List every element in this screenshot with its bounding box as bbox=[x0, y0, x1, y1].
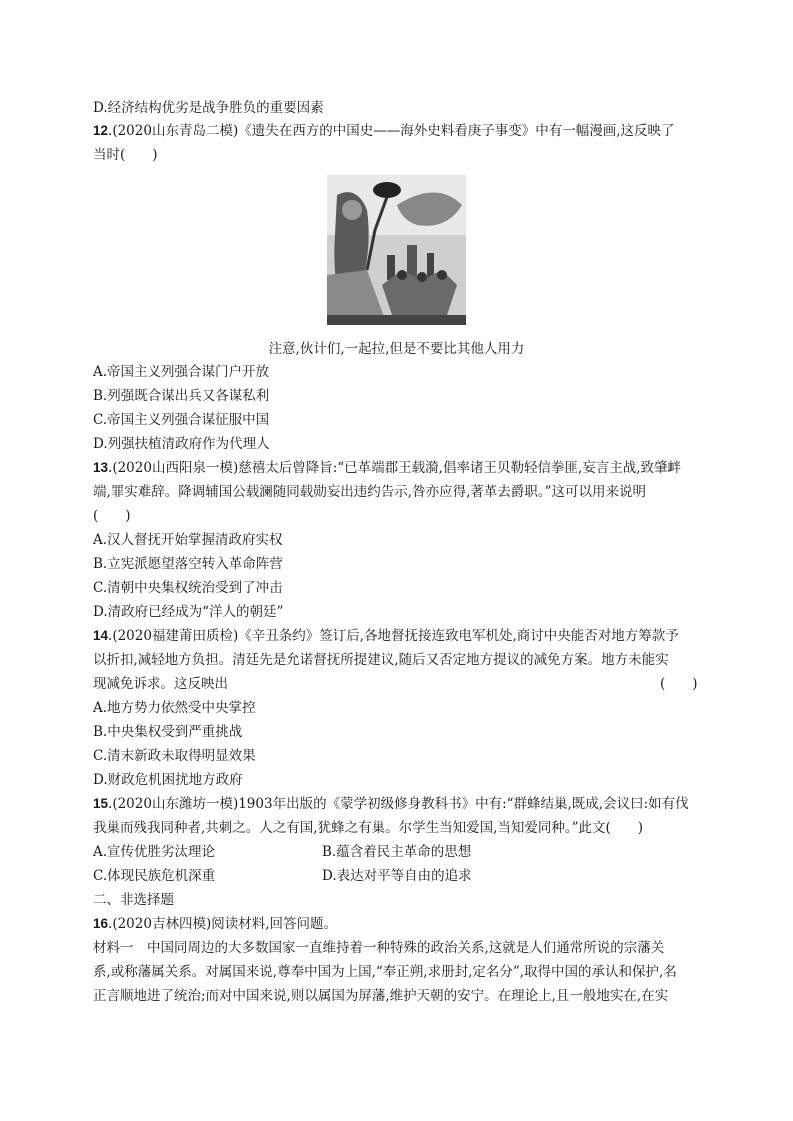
q14-stem-line2: 以折扣,减轻地方负担。清廷先是允诺督抚所提建议,随后又否定地方提议的减免方案。地方未能实 bbox=[93, 652, 669, 668]
q12-number: 12 bbox=[93, 123, 109, 138]
q15-option-d: D.表达对平等自由的追求 bbox=[322, 868, 472, 884]
q12-stem-line2: 当时( ) bbox=[93, 147, 158, 163]
q15-stem-line2: 我巢而残我同种者,共刺之。人之有国,犹蜂之有巢。尔学生当知爱国,当知爱同种。”此文( ) bbox=[93, 820, 644, 836]
q13-option-b: B.立宪派愿望落空转入革命阵营 bbox=[93, 556, 283, 572]
q15-number: 15 bbox=[93, 796, 109, 811]
q16-stem-line1 bbox=[93, 914, 337, 934]
q13-option-c: C.清朝中央集权统治受到了冲击 bbox=[93, 580, 283, 596]
q12-option-d: D.列强扶植清政府作为代理人 bbox=[93, 436, 270, 452]
q16-number: 16 bbox=[93, 916, 109, 931]
prev-option-d: D.经济结构优劣是战争胜负的重要因素 bbox=[93, 100, 324, 116]
q12-option-b: B.列强既合谋出兵又各谋私利 bbox=[93, 388, 270, 404]
q14-option-a: A.地方势力依然受中央掌控 bbox=[93, 700, 256, 716]
q16-material-line2: 系,或称藩属关系。对属国来说,尊奉中国为上国,“奉正朔,求册封,定名分”,取得中国的承认和保护,名 bbox=[93, 964, 677, 980]
q14-stem-line3: 现减免诉求。这反映出 bbox=[93, 676, 228, 692]
q13-stem-line3: ( ) bbox=[93, 508, 131, 524]
q12-stem-line1 bbox=[93, 121, 675, 141]
cartoon-illustration bbox=[327, 175, 466, 325]
q15-stem-line1 bbox=[93, 794, 689, 814]
section-heading-non-choice: 二、非选择题 bbox=[93, 892, 174, 908]
q13-option-d: D.清政府已经成为“洋人的朝廷” bbox=[93, 604, 284, 620]
q13-stem-line1 bbox=[93, 458, 681, 478]
q12-option-a: A.帝国主义列强合谋门户开放 bbox=[93, 364, 270, 380]
q14-option-c: C.清末新政未取得明显效果 bbox=[93, 748, 256, 764]
q13-option-a: A.汉人督抚开始掌握清政府实权 bbox=[93, 532, 283, 548]
q14-answer-paren: ( ) bbox=[660, 676, 698, 692]
q13-number: 13 bbox=[93, 460, 109, 475]
q15-option-a: A.宣传优胜劣汰理论 bbox=[93, 844, 216, 860]
q15-text1: .(2020山东潍坊一模)1903年出版的《蒙学初级修身教科书》中有:“群蜂结巢,既成,会议曰:如有伐 bbox=[108, 796, 689, 812]
q13-stem-line2: 端,罪实难辞。降调辅国公载澜随同载勋妄出违约告示,咎亦应得,著革去爵职。”这可以用来说明 bbox=[93, 484, 647, 500]
q16-text1: .(2020吉林四模)阅读材料,回答问题。 bbox=[108, 916, 338, 932]
q16-material-line3: 正言顺地进了统治;而对中国来说,则以属国为屏藩,维护天朝的安宁。在理论上,且一般地实在,在实 bbox=[93, 988, 669, 1004]
cartoon-caption: 注意,伙计们,一起拉,但是不要比其他人用力 bbox=[268, 341, 525, 357]
q14-option-d: D.财政危机困扰地方政府 bbox=[93, 772, 243, 788]
q14-number: 14 bbox=[93, 628, 109, 643]
q15-option-c: C.体现民族危机深重 bbox=[93, 868, 216, 884]
q15-option-b: B.蕴含着民主革命的思想 bbox=[322, 844, 472, 860]
q12-option-c: C.帝国主义列强合谋征服中国 bbox=[93, 412, 270, 428]
q16-material-line1: 材料一 中国同周边的大多数国家一直维持着一种特殊的政治关系,这就是人们通常所说的宗藩关 bbox=[93, 940, 665, 956]
q14-stem-line1 bbox=[93, 626, 679, 646]
q14-text1: .(2020福建莆田质检)《辛丑条约》签订后,各地督抚接连致电军机处,商讨中央能否对地方筹款予 bbox=[108, 628, 679, 644]
q14-option-b: B.中央集权受到严重挑战 bbox=[93, 724, 243, 740]
q13-text1: .(2020山西阳泉一模)慈禧太后曾降旨:“已革端郡王载漪,倡率诸王贝勒轻信拳匪,妄言主战,致肇衅 bbox=[108, 460, 682, 476]
q12-text1: .(2020山东青岛二模)《遗失在西方的中国史——海外史料看庚子事变》中有一幅漫画,这反映了 bbox=[108, 123, 675, 139]
